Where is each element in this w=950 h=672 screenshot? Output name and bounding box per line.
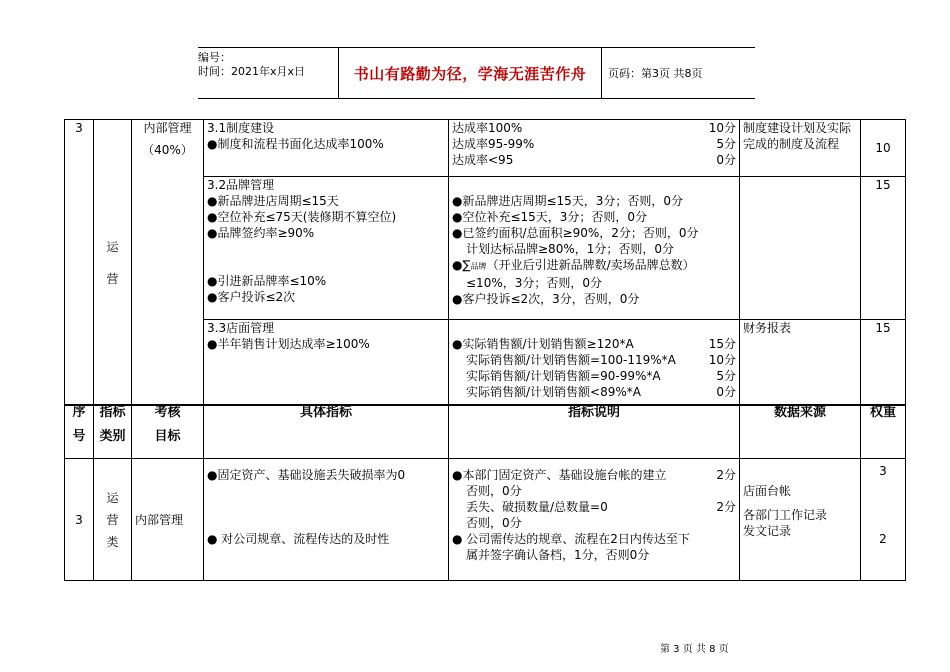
assessment-table-bottom	[64, 404, 906, 581]
desc-cell	[449, 459, 740, 581]
page-footer: 第 3 页 共 8 页	[660, 644, 729, 655]
source-cell: 制度建设计划及实际完成的制度及流程	[740, 120, 861, 177]
desc-line: ● 公司需传达的规章、流程在2日内传达至下	[452, 532, 690, 546]
indicator-item: ●新品牌进店周期≤15天	[207, 194, 339, 208]
indicator-item: ●引进新品牌率≤10%	[207, 274, 327, 288]
desc-line: ●空位补充≤15天，3分；否则，0分	[452, 210, 648, 224]
desc-cell	[449, 320, 740, 406]
desc-line: ●实际销售额/计划销售额≥120*A 15分	[452, 337, 736, 351]
indicator-item: ●固定资产、基础设施丢失破损率为0	[207, 468, 406, 482]
indicator-cell	[204, 320, 449, 406]
indicator-item: ●品牌签约率≥90%	[207, 226, 315, 240]
desc-line: 达成率100% 10分	[452, 121, 736, 135]
desc-line: ●客户投诉≤2次，3分，否则，0分	[452, 292, 640, 306]
header-desc: 指标说明	[449, 405, 740, 459]
target-cell: 内部管理	[132, 459, 204, 581]
category-cell: 运 营 类	[94, 459, 132, 581]
header-category: 指标 类别	[94, 405, 132, 459]
indicator-item: ●空位补充≤75天(装修期不算空位)	[207, 210, 397, 224]
desc-line: ●本部门固定资产、基础设施台帐的建立 2分	[452, 468, 736, 482]
indicator-item: ●制度和流程书面化达成率100%	[207, 137, 384, 151]
weight-cell: 15	[861, 320, 906, 406]
desc-line: ●新品牌进店周期≤15天，3分；否则，0分	[452, 194, 684, 208]
indicator-item: ●客户投诉≤2次	[207, 290, 296, 304]
header-meta	[198, 48, 339, 98]
category-char: 运	[106, 239, 119, 254]
desc-line: 否则，0分	[466, 484, 522, 498]
seq-cell: 3	[65, 459, 94, 581]
header-weight: 权重	[861, 405, 906, 459]
indicator-title: 3.1制度建设	[207, 121, 275, 135]
desc-line: ●∑品牌（开业后引进新品牌数/卖场品牌总数）	[452, 258, 695, 272]
desc-line: 计划达标品牌≥80%，1分；否则，0分	[466, 242, 674, 256]
page-header	[198, 47, 755, 99]
header-seq: 序 号	[65, 405, 94, 459]
motto: 书山有路勤为径，学海无涯苦作舟	[339, 48, 602, 98]
indicator-cell	[204, 120, 449, 177]
header-source: 数据来源	[740, 405, 861, 459]
weight-cell: 10	[861, 120, 906, 177]
desc-line: 丢失、破损数量/总数量=0 2分	[466, 500, 736, 514]
desc-cell	[449, 120, 740, 177]
indicator-cell	[204, 459, 449, 581]
category-cell	[94, 120, 132, 406]
category-char: 营	[106, 271, 119, 286]
indicator-title: 3.3店面管理	[207, 321, 275, 335]
page-label: 页码：第3页 共8页	[608, 67, 703, 80]
desc-line: 否则，0分	[466, 516, 522, 530]
desc-line: ≤10%，3分；否则，0分	[466, 276, 602, 290]
indicator-title: 3.2品牌管理	[207, 178, 275, 192]
desc-line: 达成率<95 0分	[452, 153, 736, 167]
indicator-item: ●半年销售计划达成率≥100%	[207, 337, 370, 351]
desc-line: ●已签约面积/总面积≥90%，2分；否则，0分	[452, 226, 699, 240]
target-label: 内部管理	[143, 121, 192, 135]
seq-cell: 3	[65, 120, 94, 406]
source-cell	[740, 177, 861, 320]
desc-line: 达成率95-99% 5分	[452, 137, 736, 151]
header-target: 考核 目标	[132, 405, 204, 459]
number-label: 编号：	[198, 51, 231, 64]
target-pct: （40%）	[142, 143, 193, 157]
time-label: 时间：2021年x月x日	[198, 65, 306, 78]
header-indicator: 具体指标	[204, 405, 449, 459]
desc-line: 实际销售额/计划销售额=90-99%*A 5分	[466, 369, 736, 383]
weight-cell: 3 2	[861, 459, 906, 581]
header-row	[65, 405, 906, 459]
source-cell: 财务报表	[740, 320, 861, 406]
indicator-item: ● 对公司规章、流程传达的及时性	[207, 532, 390, 546]
desc-line: 属并签字确认备档，1分，否则0分	[466, 548, 650, 562]
desc-cell	[449, 177, 740, 320]
indicator-cell	[204, 177, 449, 320]
target-cell	[132, 120, 204, 406]
table-row	[65, 459, 906, 581]
assessment-table-top	[64, 119, 906, 406]
desc-line: 实际销售额/计划销售额=100-119%*A 10分	[466, 353, 736, 367]
weight-cell: 15	[861, 177, 906, 320]
source-cell: 店面台帐 各部门工作记录 发文记录	[740, 459, 861, 581]
desc-line: 实际销售额/计划销售额<89%*A 0分	[466, 385, 736, 399]
